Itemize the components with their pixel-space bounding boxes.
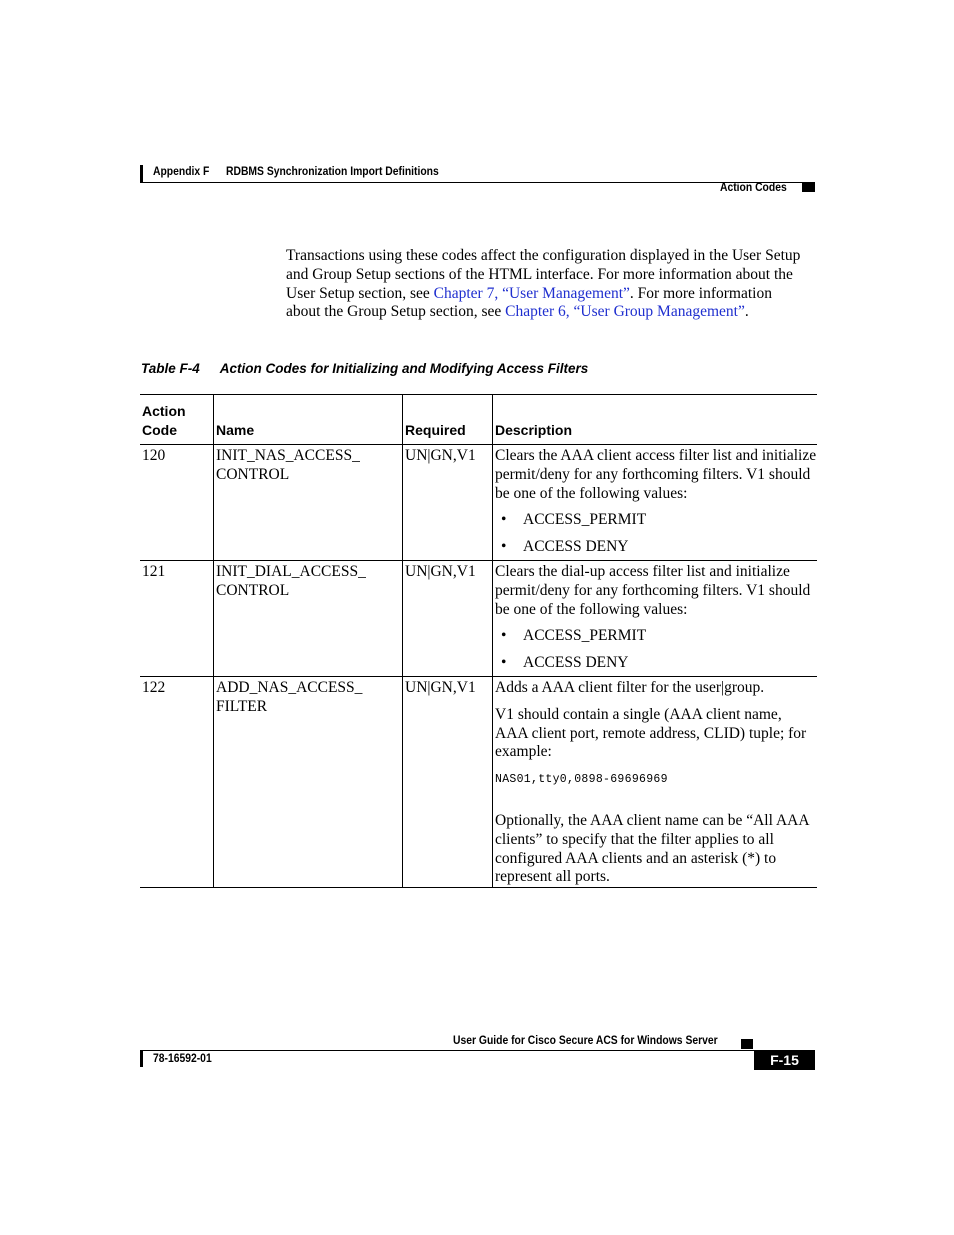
bullet-icon: • (501, 538, 507, 556)
action-codes-table (140, 394, 817, 888)
bullet-icon: • (501, 654, 507, 672)
bullet-icon: • (501, 511, 507, 529)
page-number-badge: F-15 (754, 1050, 815, 1070)
intro-text-1: Transactions using these codes affect the configuration displayed in the User Setup and Group Setup sections of the HTML interface. For more information about the User Setup section, see (286, 247, 801, 302)
name-line2: CONTROL (216, 581, 290, 599)
table-row (140, 445, 817, 561)
cell-name (214, 445, 403, 561)
description-text: Clears the AAA client access filter list and initialize permit/deny for any forthcoming filters. V1 should be one of the following values: (495, 447, 817, 502)
description-text-2: V1 should contain a single (AAA client name, AAA client port, remote address, CLID) tuple; for example: (495, 705, 807, 761)
footer-marker (741, 1039, 753, 1049)
header-required: Required (403, 395, 493, 445)
footer-doc-number: 78-16592-01 (153, 1053, 212, 1065)
intro-paragraph (286, 247, 806, 322)
bullet-item: • ACCESS DENY (495, 538, 817, 557)
header-name: Name (214, 395, 403, 445)
table-row (140, 561, 817, 677)
table-row (140, 677, 817, 888)
cell-code: 120 (142, 447, 166, 464)
description-text: Clears the dial-up access filter list and initialize permit/deny for any forthcoming filters. V1 should be one of the following values: (495, 563, 811, 618)
cell-description (493, 561, 818, 677)
cell-code: 122 (142, 679, 166, 696)
footer-guide-title: User Guide for Cisco Secure ACS for Windows Server (453, 1035, 718, 1047)
cell-name (214, 561, 403, 677)
name-line1: INIT_DIAL_ACCESS_ (216, 563, 366, 580)
cell-description (493, 677, 818, 888)
header-action-code-line2: Code (142, 422, 177, 438)
table-caption-title: Action Codes for Initializing and Modifying Access Filters (219, 361, 589, 376)
header-left-bar (140, 165, 143, 182)
bullet-item: • ACCESS_PERMIT (495, 511, 817, 530)
name-line1: INIT_NAS_ACCESS_ (216, 447, 360, 464)
intro-text-3: . (744, 303, 749, 321)
cell-description (493, 445, 818, 561)
chapter-7-link[interactable]: Chapter 7, “User Management” (433, 284, 630, 302)
footer-left-bar (140, 1050, 143, 1067)
cell-name (214, 677, 403, 888)
description-text: Adds a AAA client filter for the user|group. (495, 679, 765, 696)
header-chapter-title: RDBMS Synchronization Import Definitions (226, 166, 439, 178)
intro-text-2: . For more information about the Group Setup section, see (286, 284, 772, 321)
cell-code: 121 (142, 563, 166, 580)
header-action-code (140, 395, 214, 445)
name-line1: ADD_NAS_ACCESS_ (216, 679, 363, 696)
header-section: Action Codes (720, 182, 787, 194)
header-rule (140, 182, 815, 183)
bullet-icon: • (501, 627, 507, 645)
name-line2: CONTROL (216, 465, 290, 483)
header-marker (802, 182, 815, 192)
cell-required: UN|GN,V1 (403, 445, 493, 561)
header-appendix: Appendix F (153, 166, 210, 178)
footer-rule (140, 1050, 754, 1051)
header-description: Description (493, 395, 818, 445)
table-caption-label: Table F-4 (141, 361, 200, 376)
cell-required: UN|GN,V1 (403, 561, 493, 677)
name-line2: FILTER (216, 697, 268, 715)
table-caption (141, 361, 588, 376)
header-action-code-line1: Action (142, 403, 186, 419)
chapter-6-link[interactable]: Chapter 6, “User Group Management” (505, 303, 745, 321)
bullet-item: • ACCESS DENY (495, 654, 817, 673)
bullet-item: • ACCESS_PERMIT (495, 627, 817, 646)
example-code: NAS01,tty0,0898-69696969 (495, 773, 668, 787)
cell-required: UN|GN,V1 (403, 677, 493, 888)
description-text-3: Optionally, the AAA client name can be “All AAA clients” to specify that the filter applies to all configured AAA clients and an asterisk (*) to represent all ports. (495, 811, 809, 886)
table-header-row (140, 395, 817, 445)
